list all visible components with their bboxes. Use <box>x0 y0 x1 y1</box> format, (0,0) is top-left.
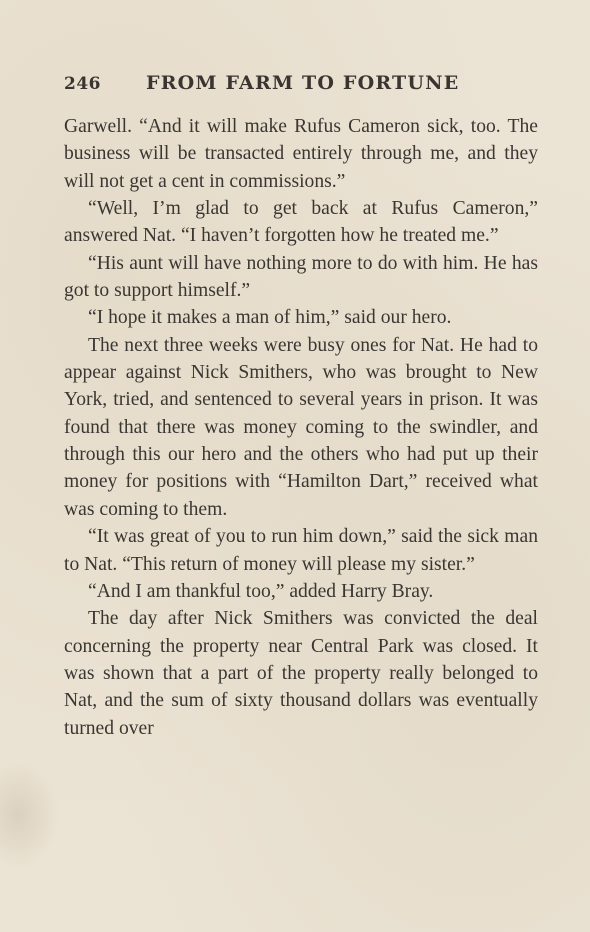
paragraph-8: The day after Nick Smithers was convicted the deal concerning the property near Central Park was closed. It was shown that a part of the property really belonged to Nat, and the sum of sixty thousand dollars was eventually turned over <box>64 608 538 739</box>
body-text <box>64 113 538 742</box>
paragraph-3: “His aunt will have nothing more to do with him. He has got to support himself.” <box>64 252 538 302</box>
page-header <box>64 70 544 100</box>
running-title: FROM FARM TO FORTUNE <box>146 72 460 94</box>
paragraph-2: “Well, I’m glad to get back at Rufus Cameron,” answered Nat. “I haven’t forgotten how he treated me.” <box>64 198 538 247</box>
paragraph-6: “It was great of you to run him down,” said the sick man to Nat. “This return of money will please my sister.” <box>64 526 538 575</box>
paragraph-1: Garwell. “And it will make Rufus Cameron sick, too. The business will be transacted entirely through me, and they will not get a cent in commissions.” <box>64 116 538 192</box>
paragraph-7: “And I am thankful too,” added Harry Bray. <box>88 580 434 602</box>
paragraph-5: The next three weeks were busy ones for Nat. He had to appear against Nick Smithers, who was brought to New York, tried, and sentenced to several years in prison. It was found that there was money coming to the swindler, and through this our hero and the others who had put up their money for positions with “Hamilton Dart,” received what was coming to them. <box>64 334 538 520</box>
page-number: 246 <box>64 74 101 94</box>
paper-stain <box>0 760 60 870</box>
paragraph-4: “I hope it makes a man of him,” said our hero. <box>88 307 452 329</box>
